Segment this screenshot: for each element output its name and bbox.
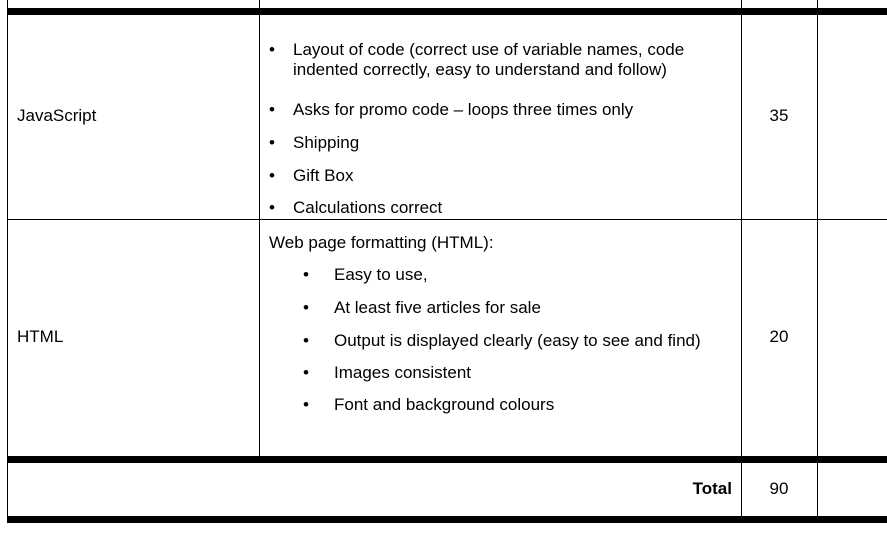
criteria-item: • Font and background colours [303, 395, 555, 414]
total-value: 90 [769, 479, 789, 498]
criteria-item: • Layout of code (correct use of variable names, code indented correctly, easy to understand and follow) [269, 40, 685, 79]
criteria-item: • Gift Box [269, 166, 354, 185]
criteria-item: • Calculations correct [269, 198, 443, 217]
row-label-html: HTML [17, 327, 64, 346]
criteria-item: • Asks for promo code – loops three times only [269, 100, 634, 119]
criteria-item: • Images consistent [303, 363, 472, 382]
criteria-item: • Easy to use, [303, 265, 428, 284]
bottom-thick-rule [7, 516, 887, 523]
table-left-border [7, 0, 8, 523]
column-divider-3 [817, 0, 818, 523]
total-thick-rule [7, 456, 887, 463]
mark-javascript: 35 [769, 106, 789, 125]
column-divider-1 [259, 0, 260, 460]
html-criteria-heading: Web page formatting (HTML): [269, 233, 494, 252]
html-criteria-list [300, 265, 740, 419]
criteria-item: • Output is displayed clearly (easy to see and find) [303, 331, 701, 350]
mark-html: 20 [769, 327, 789, 346]
column-divider-2 [741, 0, 742, 523]
total-label: Total [692, 479, 732, 498]
criteria-item: • Shipping [269, 133, 360, 152]
row-label-javascript: JavaScript [17, 106, 97, 125]
javascript-criteria-list [266, 40, 736, 222]
top-thick-rule [7, 8, 887, 15]
criteria-item: • At least five articles for sale [303, 298, 541, 317]
